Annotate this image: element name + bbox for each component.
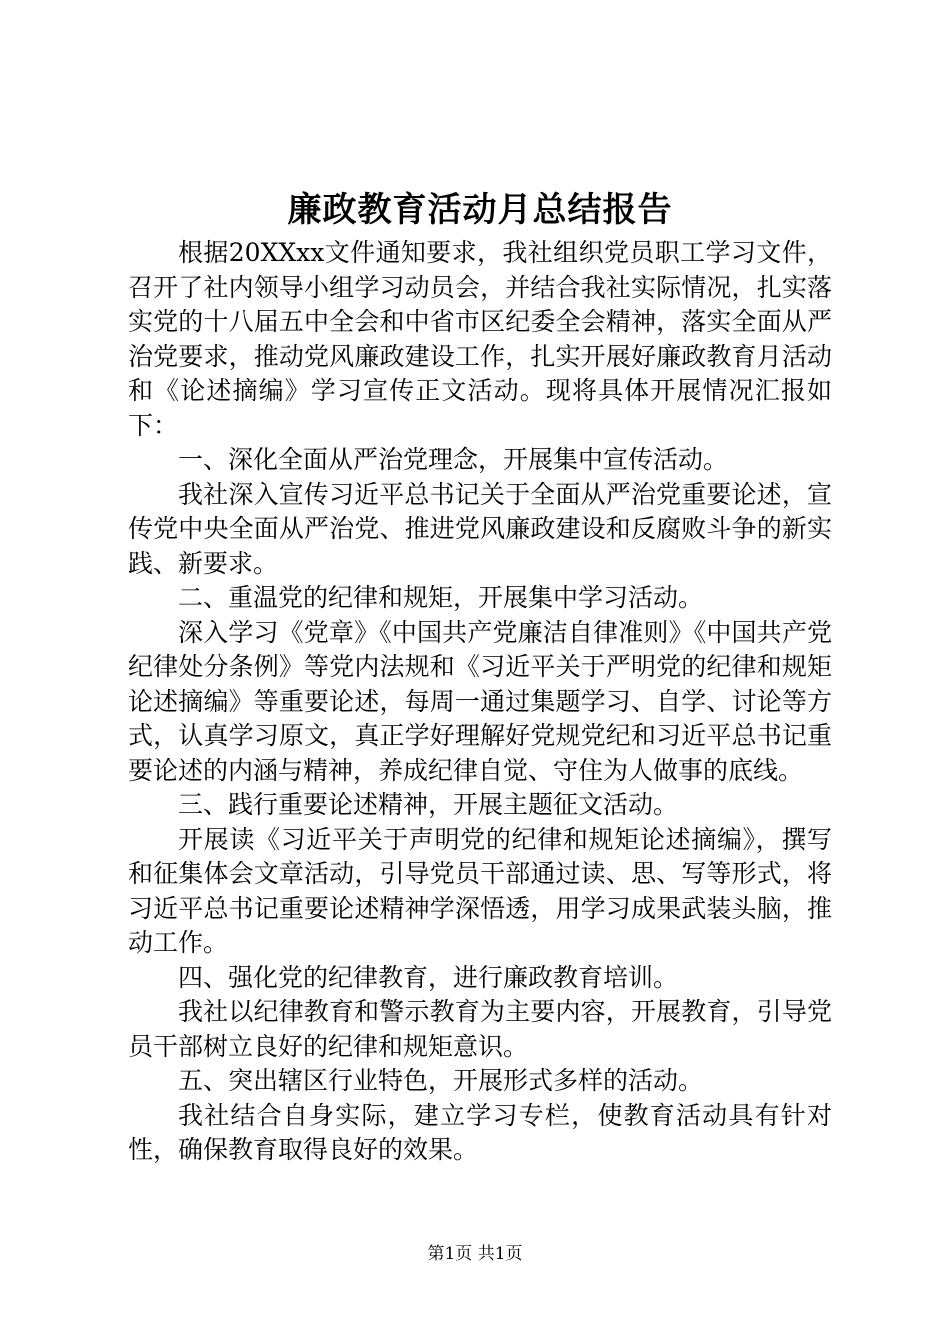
section-heading-4: 四、强化党的纪律教育，进行廉政教育培训。 (178, 962, 679, 992)
page-number: 第1页 共1页 (427, 1244, 523, 1264)
document-title: 廉政教育活动月总结报告 (287, 190, 673, 230)
section-heading-5: 五、突出辖区行业特色，开展形式多样的活动。 (178, 1066, 704, 1095)
section-heading-1: 一、深化全面从严治党理念，开展集中宣传活动。 (178, 445, 729, 474)
paragraph-section-2: 深入学习《党章》《中国共产党廉洁自律准则》《中国共产党纪律处分条例》等党内法规和《习近平关于严明党的纪律和规矩论述摘编》等重要论述，每周一通过集题学习、自学、讨论等方式，认真学习原文，真正学好理解好党规党纪和习近平总书记重要论述的内涵与精神，养成纪律自觉、守住为人做事的底线。 (128, 617, 832, 785)
paragraph-section-3: 开展读《习近平关于声明党的纪律和规矩论述摘编》，撰写和征集体会文章活动，引导党员干部通过读、思、写等形式，将习近平总书记重要论述精神学深悟透，用学习成果武装头脑，推动工作。 (128, 824, 832, 957)
paragraph-section-4: 我社以纪律教育和警示教育为主要内容，开展教育，引导党员干部树立良好的纪律和规矩意识。 (128, 997, 832, 1061)
paragraph-section-1: 我社深入宣传习近平总书记关于全面从严治党重要论述，宣传党中央全面从严治党、推进党风廉政建设和反腐败斗争的新实践、新要求。 (128, 479, 832, 578)
paragraph-section-5: 我社结合自身实际，建立学习专栏，使教育活动具有针对性，确保教育取得良好的效果。 (128, 1100, 832, 1164)
paragraph-intro: 根据20XXxx文件通知要求，我社组织党员职工学习文件，召开了社内领导小组学习动员会，并结合我社实际情况，扎实落实党的十八届五中全会和中省市区纪委全会精神，落实全面从严治党要求，推动党风廉政建设工作，扎实开展好廉政教育月活动和《论述摘编》学习宣传正文活动。现将具体开展情况汇报如下： (128, 238, 832, 440)
page-footer (0, 1243, 950, 1265)
document-body (128, 236, 832, 1168)
document-page (128, 184, 832, 1168)
section-heading-3: 三、践行重要论述精神，开展主题征文活动。 (178, 790, 679, 819)
section-heading-2: 二、重温党的纪律和规矩，开展集中学习活动。 (178, 583, 704, 612)
